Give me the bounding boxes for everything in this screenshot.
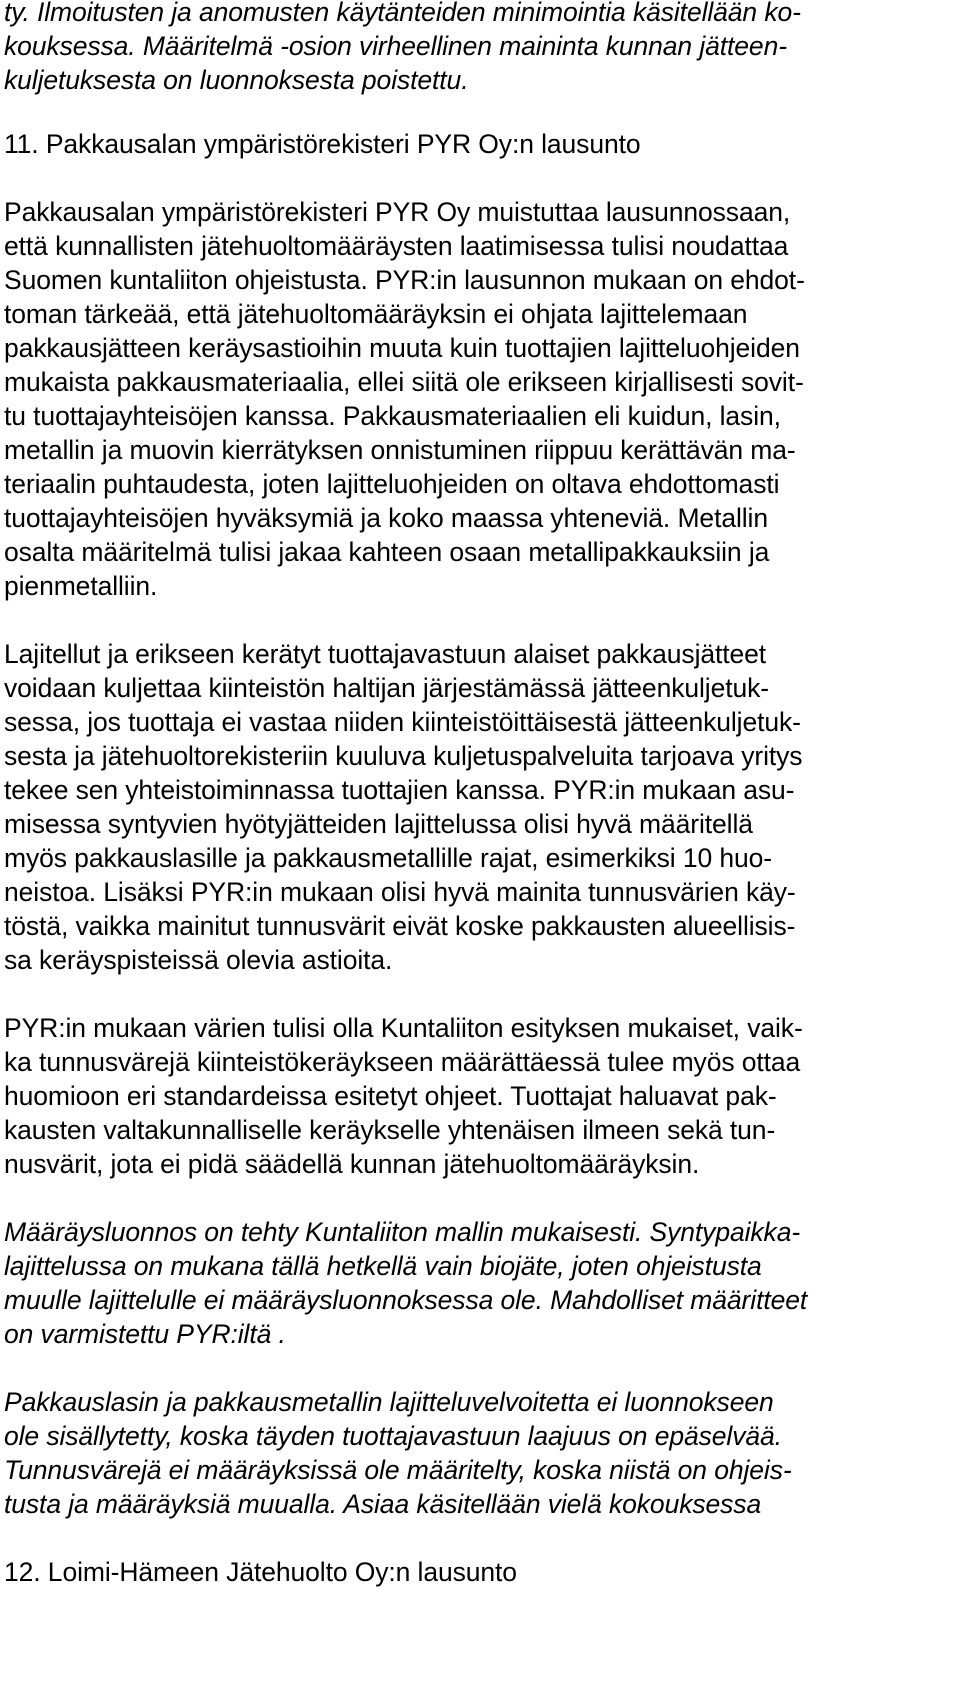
text-line: misessa syntyvien hyötyjätteiden lajittelussa olisi hyvä määritellä xyxy=(4,809,753,839)
text-line: PYR:in mukaan värien tulisi olla Kuntaliiton esityksen mukaiset, vaik- xyxy=(4,1013,803,1043)
text-line: ty. Ilmoitusten ja anomusten käytänteiden minimointia käsitellään ko- xyxy=(4,0,801,27)
text-line: on varmistettu PYR:iltä . xyxy=(4,1319,286,1349)
text-line: tusta ja määräyksiä muualla. Asiaa käsitellään vielä kokouksessa xyxy=(4,1489,762,1519)
text-line: voidaan kuljettaa kiinteistön haltijan järjestämässä jätteenkuljetuk- xyxy=(4,673,769,703)
text-line: Pakkauslasin ja pakkausmetallin lajitteluvelvoitetta ei luonnokseen xyxy=(4,1387,774,1417)
text-line: sesta ja jätehuoltorekisteriin kuuluva kuljetuspalveluita tarjoava yritys xyxy=(4,741,803,771)
text-line: ole sisällytetty, koska täyden tuottajavastuun laajuus on epäselvää. xyxy=(4,1421,782,1451)
text-line: tu tuottajayhteisöjen kanssa. Pakkausmateriaalien eli kuidun, lasin, xyxy=(4,401,781,431)
section-heading: 12. Loimi-Hämeen Jätehuolto Oy:n lausunto xyxy=(4,1557,517,1587)
text-line: mukaista pakkausmateriaalia, ellei siitä ole erikseen kirjallisesti sovit- xyxy=(4,367,804,397)
text-line: sa keräyspisteissä olevia astioita. xyxy=(4,945,393,975)
text-line: tuottajayhteisöjen hyväksymiä ja koko maassa yhteneviä. Metallin xyxy=(4,503,768,533)
text-line: että kunnallisten jätehuoltomääräysten laatimisessa tulisi noudattaa xyxy=(4,231,789,261)
text-line: kouksessa. Määritelmä -osion virheellinen maininta kunnan jätteen- xyxy=(4,31,787,61)
text-line: Lajitellut ja erikseen kerätyt tuottajavastuun alaiset pakkausjätteet xyxy=(4,639,767,669)
section-heading: 11. Pakkausalan ympäristörekisteri PYR Oy:n lausunto xyxy=(4,129,641,159)
text-line: neistoa. Lisäksi PYR:in mukaan olisi hyvä mainita tunnusvärien käy- xyxy=(4,877,796,907)
text-line: töstä, vaikka mainitut tunnusvärit eivät koske pakkausten alueellisis- xyxy=(4,911,796,941)
text-line: toman tärkeää, että jätehuoltomääräyksin ei ohjata lajittelemaan xyxy=(4,299,748,329)
text-line: Tunnusvärejä ei määräyksissä ole määritelty, koska niistä on ohjeis- xyxy=(4,1455,792,1485)
text-line: kausten valtakunnalliselle keräykselle yhtenäisen ilmeen sekä tun- xyxy=(4,1115,776,1145)
text-line: myös pakkauslasille ja pakkausmetallille rajat, esimerkiksi 10 huo- xyxy=(4,843,773,873)
text-line: sessa, jos tuottaja ei vastaa niiden kiinteistöittäisestä jätteenkuljetuk- xyxy=(4,707,801,737)
text-line: pakkausjätteen keräysastioihin muuta kuin tuottajien lajitteluohjeiden xyxy=(4,333,800,363)
text-line: pienmetalliin. xyxy=(4,571,158,601)
text-line: Suomen kuntaliiton ohjeistusta. PYR:in lausunnon mukaan on ehdot- xyxy=(4,265,805,295)
text-line: Määräysluonnos on tehty Kuntaliiton mallin mukaisesti. Syntypaikka- xyxy=(4,1217,801,1247)
text-line: huomioon eri standardeissa esitetyt ohjeet. Tuottajat haluavat pak- xyxy=(4,1081,777,1111)
text-line: Pakkausalan ympäristörekisteri PYR Oy muistuttaa lausunnossaan, xyxy=(4,197,791,227)
text-line: tekee sen yhteistoiminnassa tuottajien kanssa. PYR:in mukaan asu- xyxy=(4,775,795,805)
text-line: nusvärit, jota ei pidä säädellä kunnan jätehuoltomääräyksin. xyxy=(4,1149,700,1179)
text-line: muulle lajittelulle ei määräysluonnoksessa ole. Mahdolliset määritteet xyxy=(4,1285,808,1315)
text-line: teriaalin puhtaudesta, joten lajitteluohjeiden on oltava ehdottomasti xyxy=(4,469,780,499)
text-line: ka tunnusvärejä kiinteistökeräykseen määrättäessä tulee myös ottaa xyxy=(4,1047,801,1077)
text-line: metallin ja muovin kierrätyksen onnistuminen riippuu kerättävän ma- xyxy=(4,435,796,465)
text-line: lajittelussa on mukana tällä hetkellä vain biojäte, joten ohjeistusta xyxy=(4,1251,762,1281)
text-line: osalta määritelmä tulisi jakaa kahteen osaan metallipakkauksiin ja xyxy=(4,537,770,567)
text-line: kuljetuksesta on luonnoksesta poistettu. xyxy=(4,65,469,95)
